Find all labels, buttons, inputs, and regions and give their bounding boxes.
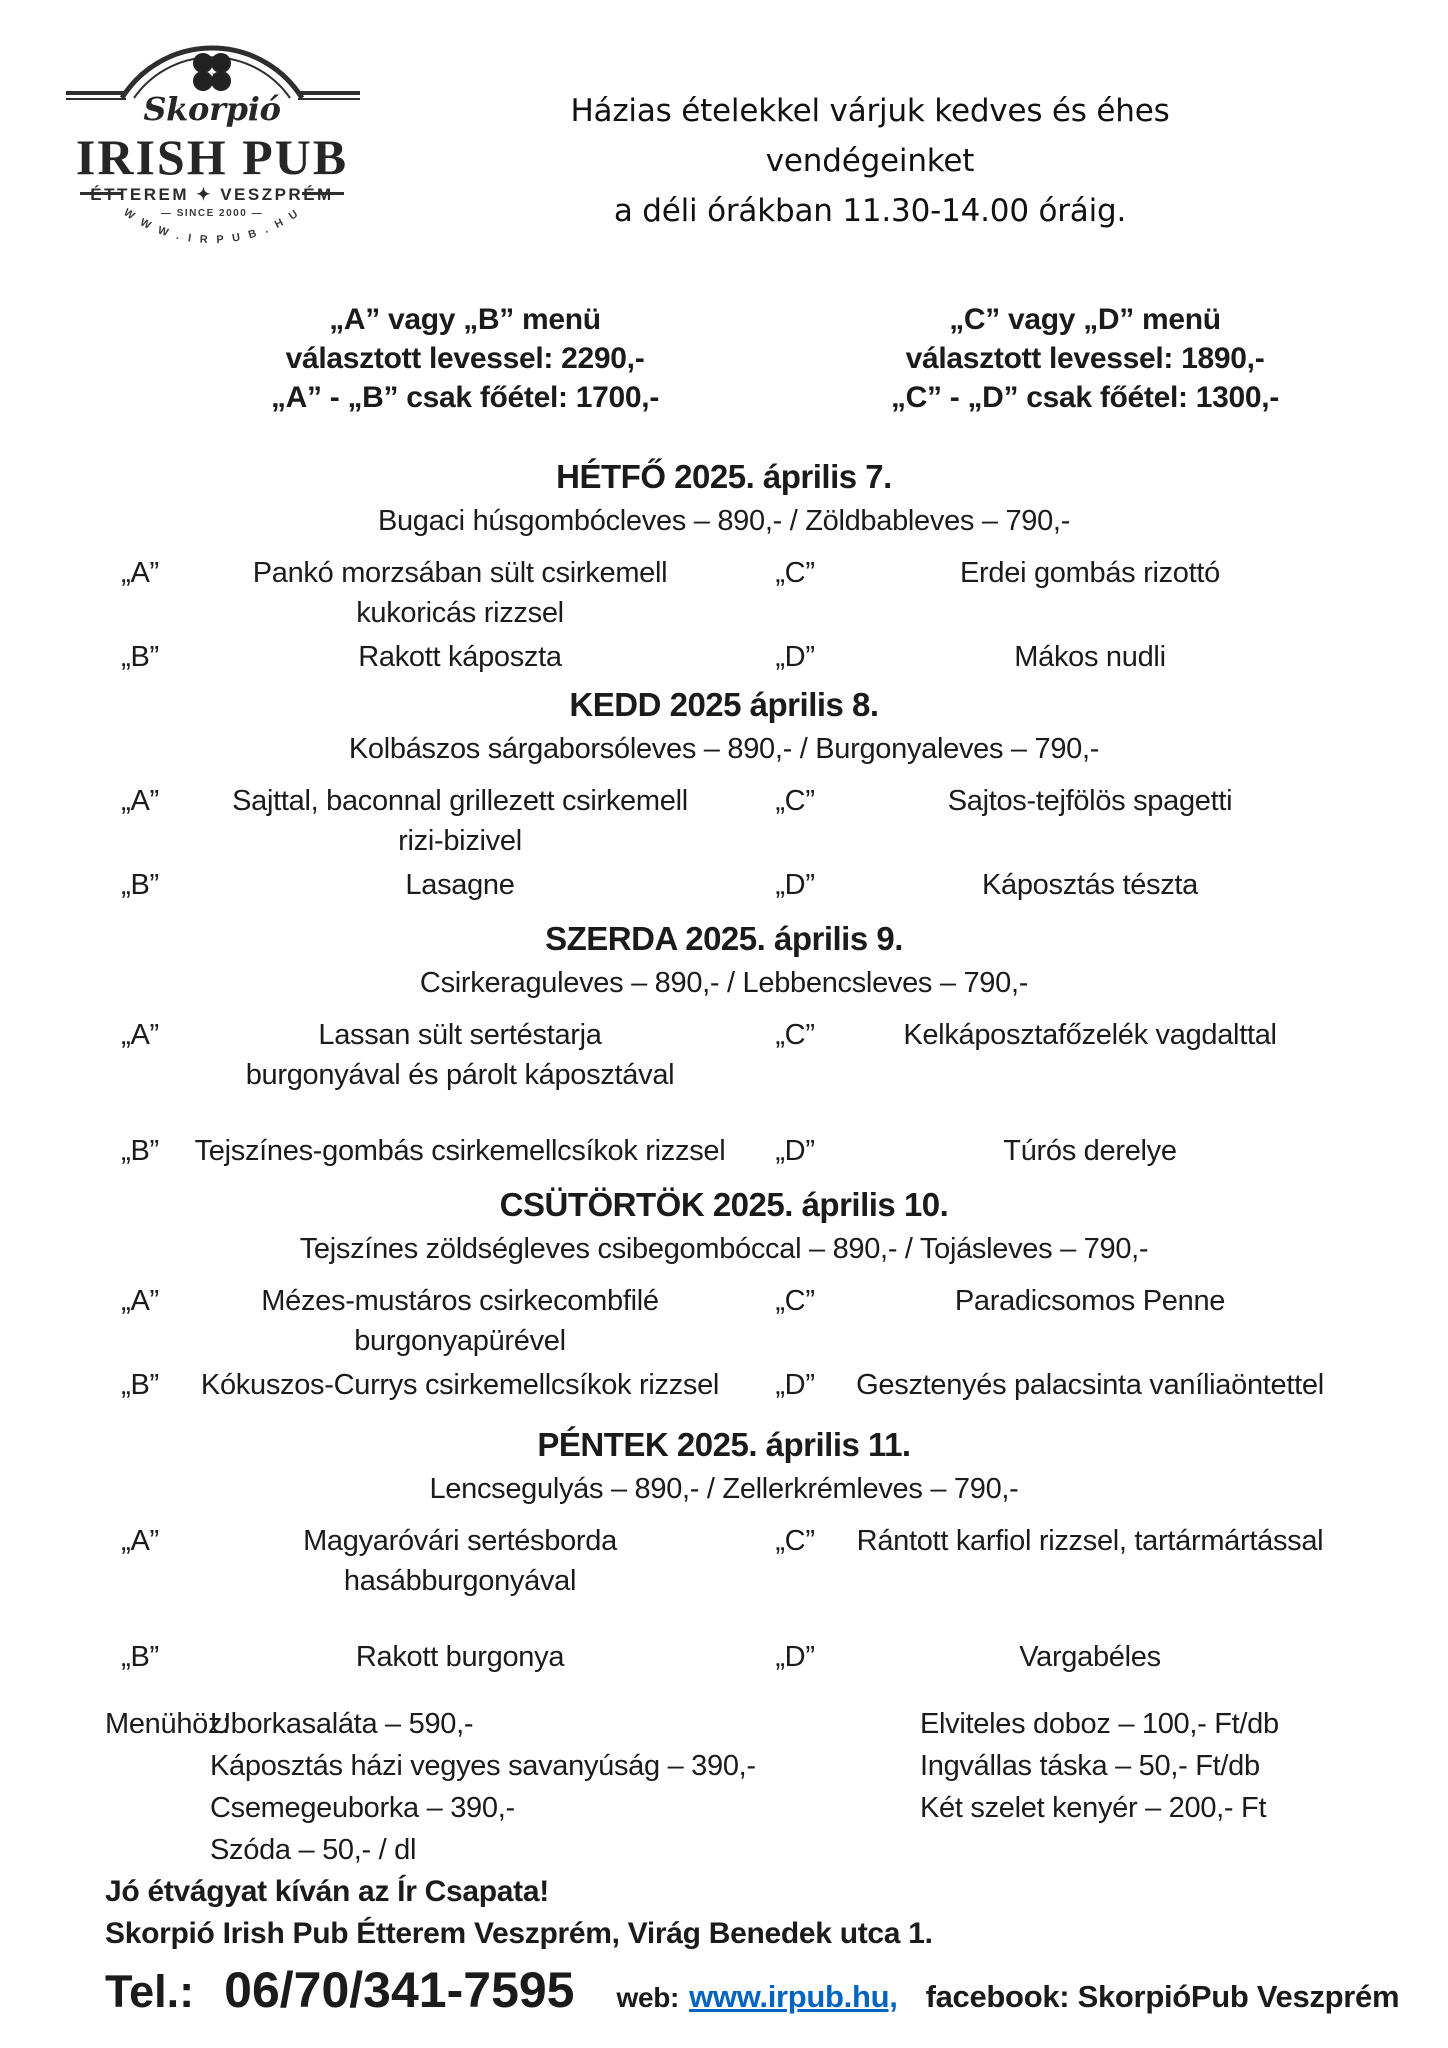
contact-row xyxy=(105,1961,1448,2019)
logo-website-arc: W W W . I R P U B . H U xyxy=(121,206,303,247)
logo-since-line: — SINCE 2000 — xyxy=(160,208,264,219)
dish-a xyxy=(180,553,740,633)
dish-line: Magyaróvári sertésborda xyxy=(303,1525,617,1557)
dish-line: Mákos nudli xyxy=(1014,641,1166,673)
facebook-line: facebook: SkorpióPub Veszprém xyxy=(925,1979,1400,2014)
dish-b xyxy=(180,1637,740,1677)
day-soups: Bugaci húsgombócleves – 890,- / Zöldbableves – 790,- xyxy=(377,505,1071,537)
tagline-line2: a déli órákban 11.30-14.00 óráig. xyxy=(613,193,1127,230)
menu-row xyxy=(100,1015,1448,1095)
tagline xyxy=(470,86,1270,237)
price-ab-line2: választott levessel: 2290,- xyxy=(285,342,645,375)
clover-icon xyxy=(193,53,231,91)
dish-line: Paradicsomos Penne xyxy=(954,1285,1226,1317)
dish-line: burgonyával és párolt káposztával xyxy=(245,1059,675,1091)
extras-item: Uborkasaláta – 590,- xyxy=(210,1708,474,1740)
dish-d xyxy=(850,1637,1330,1677)
day-title: HÉTFŐ 2025. április 7. xyxy=(556,458,892,495)
dish-d xyxy=(850,865,1330,905)
dish-line: Kókuszos-Currys csirkemellcsíkok rizzsel xyxy=(200,1369,720,1401)
logo-main-name: IRISH PUB xyxy=(75,129,349,185)
dish-line: Tejszínes-gombás csirkemellcsíkok rizzsel xyxy=(194,1135,726,1167)
day-title: SZERDA 2025. április 9. xyxy=(545,920,903,957)
extras-item: Két szelet kenyér – 200,- Ft xyxy=(920,1792,1267,1824)
menu-row xyxy=(100,1131,1448,1171)
dish-c xyxy=(850,1521,1330,1601)
address-line: Skorpió Irish Pub Étterem Veszprém, Virág Benedek utca 1. xyxy=(105,1917,933,1950)
day-title: CSÜTÖRTÖK 2025. április 10. xyxy=(499,1186,949,1223)
dish-d xyxy=(850,637,1330,677)
dish-a xyxy=(180,1521,740,1601)
menu-code-d: „D” xyxy=(775,641,815,673)
extras-left-column xyxy=(210,1703,920,1871)
logo-line-right xyxy=(298,91,360,95)
menu-code-c: „C” xyxy=(775,785,815,817)
menu-body xyxy=(0,300,1448,2019)
extras-right-column xyxy=(920,1703,1448,1871)
day-section-thursday xyxy=(0,1183,1448,1405)
menu-row xyxy=(100,1365,1448,1405)
price-blocks xyxy=(0,300,1448,417)
logo-line-left xyxy=(66,91,126,95)
tel-number: 06/70/341-7595 xyxy=(224,1962,575,2018)
menu-code-a: „A” xyxy=(121,785,159,817)
logo-script-name: Skorpió xyxy=(143,90,281,128)
menu-code-b: „B” xyxy=(121,1641,159,1673)
dish-line: Erdei gombás rizottó xyxy=(960,557,1220,589)
dish-line: Káposztás tészta xyxy=(981,869,1199,901)
dish-line: Mézes-mustáros csirkecombfilé xyxy=(261,1285,659,1317)
dish-b xyxy=(180,865,740,905)
menu-code-d: „D” xyxy=(775,1369,815,1401)
tel-label: Tel.: xyxy=(105,1966,195,2017)
extras-item: Csemegeuborka – 390,- xyxy=(210,1792,515,1824)
dish-c xyxy=(850,1015,1330,1095)
dish-line: Rakott káposzta xyxy=(358,641,562,673)
day-soups: Tejszínes zöldségleves csibegombóccal – 890,- / Tojásleves – 790,- xyxy=(299,1233,1149,1265)
day-section-friday xyxy=(0,1423,1448,1677)
dish-line: Kelkáposztafőzelék vagdalttal xyxy=(903,1019,1277,1051)
menu-row xyxy=(100,1637,1448,1677)
menu-code-d: „D” xyxy=(775,1641,815,1673)
price-block-cd xyxy=(780,300,1390,417)
day-title: PÉNTEK 2025. április 11. xyxy=(537,1426,911,1463)
dish-line: Vargabéles xyxy=(1019,1641,1161,1673)
dish-a xyxy=(180,1015,740,1095)
dish-b xyxy=(180,1365,740,1405)
web-label: web: xyxy=(616,1982,680,2013)
menu-code-b: „B” xyxy=(121,1135,159,1167)
price-ab-line3: „A” - „B” csak főétel: 1700,- xyxy=(270,381,660,414)
extras-item: Szóda – 50,- / dl xyxy=(210,1834,417,1866)
day-section-wednesday xyxy=(0,917,1448,1171)
extras-item: Káposztás házi vegyes savanyúság – 390,- xyxy=(210,1750,756,1782)
day-section-tuesday xyxy=(0,683,1448,905)
menu-row xyxy=(100,637,1448,677)
day-soups: Kolbászos sárgaborsóleves – 890,- / Burgonyaleves – 790,- xyxy=(348,733,1100,765)
menu-code-a: „A” xyxy=(121,557,159,589)
dish-a xyxy=(180,781,740,861)
menu-code-c: „C” xyxy=(775,1019,815,1051)
dish-d xyxy=(850,1365,1330,1405)
pub-logo xyxy=(58,32,378,252)
dish-line: Rakott burgonya xyxy=(355,1641,565,1673)
dish-c xyxy=(850,1281,1330,1361)
day-section-monday xyxy=(0,455,1448,677)
menu-row xyxy=(100,865,1448,905)
dish-line: rizi-bizivel xyxy=(398,825,522,857)
day-title: KEDD 2025 április 8. xyxy=(569,686,879,723)
menu-code-d: „D” xyxy=(775,1135,815,1167)
dish-b xyxy=(180,637,740,677)
price-cd-line1: „C” vagy „D” menü xyxy=(949,303,1221,336)
dish-line: Pankó morzsában sült csirkemell xyxy=(252,557,668,589)
menu-row xyxy=(100,781,1448,861)
dish-c xyxy=(850,781,1330,861)
dish-line: hasábburgonyával xyxy=(343,1565,577,1597)
bon-appetit-line: Jó étvágyat kíván az Ír Csapata! xyxy=(105,1875,549,1908)
dish-line: Rántott karfiol rizzsel, tartármártással xyxy=(856,1525,1324,1557)
dish-line: Lasagne xyxy=(405,869,515,901)
dish-line: Sajttal, baconnal grillezett csirkemell xyxy=(232,785,688,817)
menu-code-c: „C” xyxy=(775,557,815,589)
dish-line: Gesztenyés palacsinta vaníliaöntettel xyxy=(856,1369,1324,1401)
extras-item: Elviteles doboz – 100,- Ft/db xyxy=(920,1708,1279,1740)
price-ab-line1: „A” vagy „B” menü xyxy=(329,303,601,336)
menu-code-c: „C” xyxy=(775,1285,815,1317)
dish-line: kukoricás rizzsel xyxy=(356,597,564,629)
dish-a xyxy=(180,1281,740,1361)
dish-line: Sajtos-tejfölös spagetti xyxy=(947,785,1233,817)
day-soups: Lencsegulyás – 890,- / Zellerkrémleves – 790,- xyxy=(429,1473,1019,1505)
dish-line: burgonyapürével xyxy=(354,1325,566,1357)
dish-line: Lassan sült sertéstarja xyxy=(318,1019,602,1051)
menu-code-c: „C” xyxy=(775,1525,815,1557)
dish-line: Túrós derelye xyxy=(1003,1135,1177,1167)
menu-code-a: „A” xyxy=(121,1525,159,1557)
logo-sub-line: ÉTTEREM ✦ VESZPRÉM xyxy=(90,185,334,204)
menu-row xyxy=(100,553,1448,633)
menu-code-b: „B” xyxy=(121,869,159,901)
menu-code-b: „B” xyxy=(121,1369,159,1401)
dish-d xyxy=(850,1131,1330,1171)
website-link[interactable]: www.irpub.hu, xyxy=(689,1979,898,2014)
menu-code-d: „D” xyxy=(775,869,815,901)
day-soups: Csirkeraguleves – 890,- / Lebbencsleves – 790,- xyxy=(419,967,1029,999)
menu-row xyxy=(100,1281,1448,1361)
menu-row xyxy=(100,1521,1448,1601)
dish-c xyxy=(850,553,1330,633)
tagline-line1: Házias ételekkel várjuk kedves és éhes vendégeinket xyxy=(570,93,1170,180)
extras-block xyxy=(105,1703,1448,1871)
price-block-ab xyxy=(160,300,770,417)
price-cd-line2: választott levessel: 1890,- xyxy=(905,342,1265,375)
dish-b xyxy=(180,1131,740,1171)
extras-item: Ingvállas táska – 50,- Ft/db xyxy=(920,1750,1260,1782)
menu-code-b: „B” xyxy=(121,641,159,673)
extras-label: Menühöz: xyxy=(105,1708,230,1740)
menu-code-a: „A” xyxy=(121,1019,159,1051)
menu-code-a: „A” xyxy=(121,1285,159,1317)
price-cd-line3: „C” - „D” csak főétel: 1300,- xyxy=(890,381,1280,414)
